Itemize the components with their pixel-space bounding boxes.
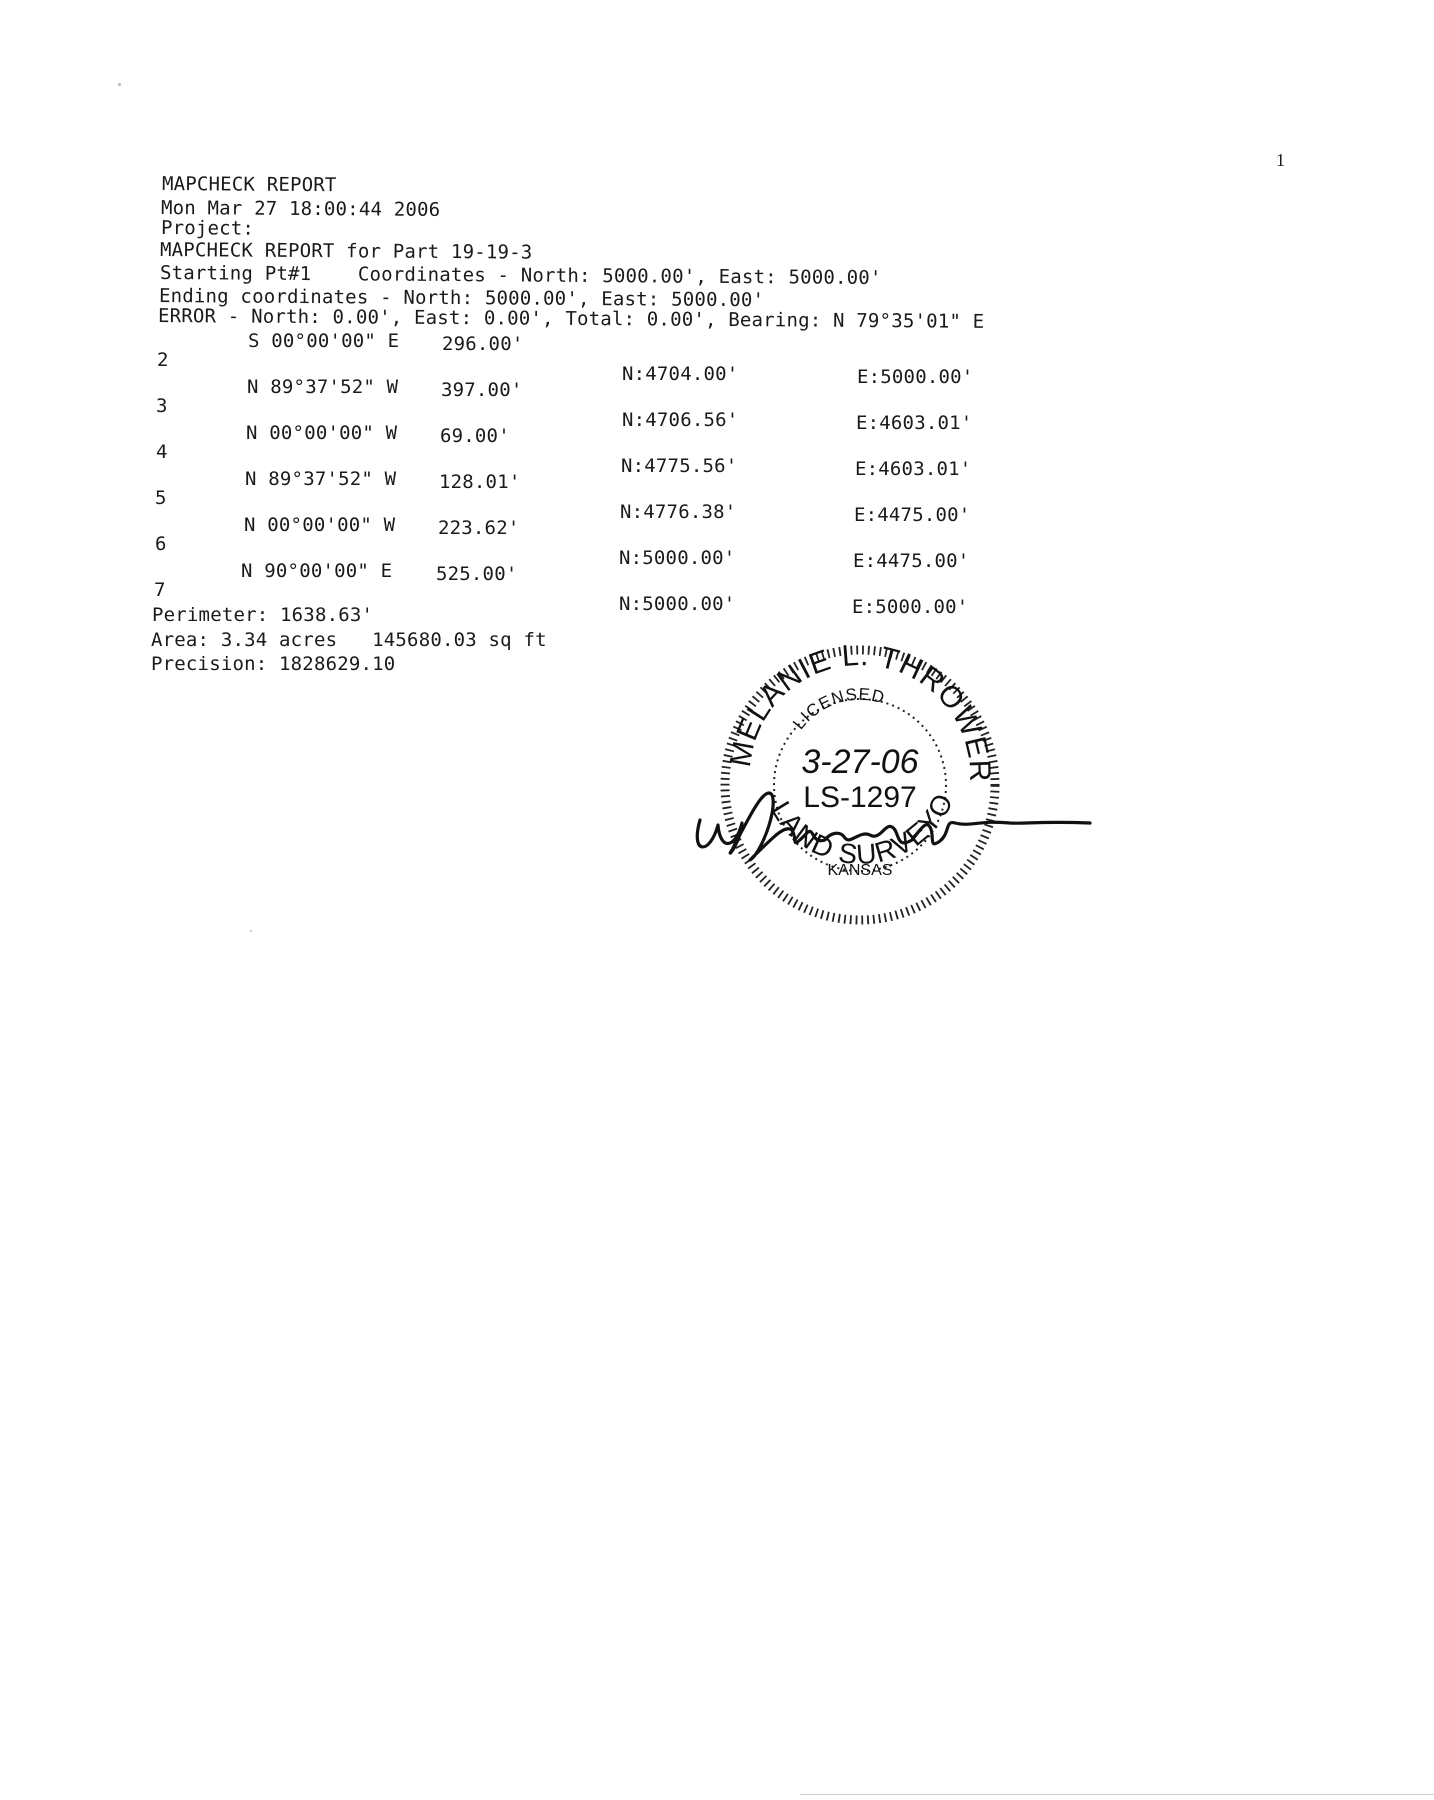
seal-state-text: KANSAS [827, 862, 893, 879]
seal-licensed-text: LICENSED [789, 684, 888, 734]
course-distance: 296.00' [442, 333, 524, 355]
course-bearing: N 00°00'00" W [246, 422, 398, 444]
course-distance: 128.01' [439, 471, 521, 493]
precision: Precision: 1828629.10 [151, 653, 396, 675]
scan-speck [250, 930, 252, 932]
point-east: E:5000.00' [857, 366, 974, 388]
seal-graphic [680, 645, 1100, 945]
project-label: Project: [160, 217, 255, 240]
point-number: 5 [155, 487, 167, 509]
course-bearing: N 90°00'00" E [241, 560, 393, 582]
point-number: 4 [156, 441, 168, 463]
course-bearing: N 89°37'52" W [245, 468, 397, 490]
point-east: E:4603.01' [856, 412, 973, 434]
point-east: E:4475.00' [853, 550, 970, 572]
course-distance: 397.00' [441, 379, 523, 401]
course-distance: 525.00' [436, 563, 518, 585]
error-line: ERROR - North: 0.00', East: 0.00', Total: 0.00', Bearing: N 79°35'01" E [157, 305, 985, 333]
report-subtitle: MAPCHECK REPORT for Part 19-19-3 [159, 239, 533, 264]
seal-date-text: 3-27-06 [801, 743, 919, 781]
course-bearing: S 00°00'00" E [248, 330, 400, 352]
point-north: N:4706.56' [622, 409, 739, 431]
point-east: E:4475.00' [854, 504, 971, 526]
report-title: MAPCHECK REPORT [161, 173, 337, 197]
surveyor-seal [680, 645, 1100, 945]
point-number: 7 [154, 579, 166, 601]
seal-name-text: MELANIE L. THROWER [723, 645, 997, 784]
point-north: N:4704.00' [622, 363, 739, 385]
point-north: N:5000.00' [619, 547, 736, 569]
area: Area: 3.34 acres 145680.03 sq ft [151, 629, 547, 651]
page-number: 1 [1276, 150, 1286, 170]
point-number: 2 [157, 349, 169, 371]
point-north: N:4776.38' [620, 501, 737, 523]
course-bearing: N 00°00'00" W [244, 514, 396, 536]
course-bearing: N 89°37'52" W [247, 376, 399, 398]
course-distance: 223.62' [438, 517, 520, 539]
point-north: N:5000.00' [619, 593, 736, 615]
ending-coordinates: Ending coordinates - North: 5000.00', East: 5000.00' [158, 285, 765, 312]
point-east: E:5000.00' [852, 596, 969, 618]
scan-edge [800, 1794, 1434, 1795]
starting-point: Starting Pt#1 Coordinates - North: 5000.00', East: 5000.00' [159, 262, 882, 290]
perimeter: Perimeter: 1638.63' [152, 604, 374, 626]
course-distance: 69.00' [440, 425, 510, 447]
point-number: 3 [156, 395, 168, 417]
seal-license-number-text: LS-1297 [803, 781, 917, 814]
scan-speck [118, 83, 121, 86]
seal-title-text: LAND SURVEYO [765, 787, 960, 871]
point-east: E:4603.01' [855, 458, 972, 480]
point-north: N:4775.56' [621, 455, 738, 477]
point-number: 6 [155, 533, 167, 555]
report-timestamp: Mon Mar 27 18:00:44 2006 [160, 197, 441, 221]
